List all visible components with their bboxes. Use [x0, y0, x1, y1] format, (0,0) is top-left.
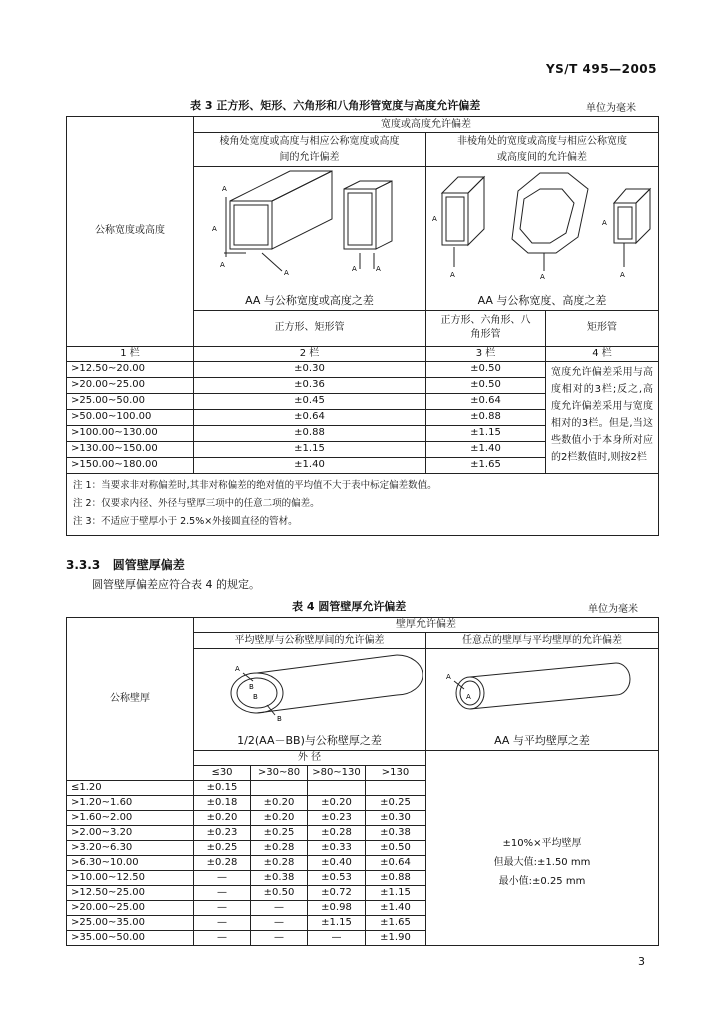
table3-right-subheader: 非棱角处的宽度或高度与相应公称宽度或高度间的允许偏差 [426, 133, 659, 167]
table4-right-blank [426, 750, 659, 780]
table3-colnum: 1 栏 [67, 346, 194, 361]
table-cell: ±0.15 [194, 780, 251, 795]
svg-text:A: A [284, 269, 289, 277]
table3-col4-text: 宽度允许偏差采用与高度相对的3栏;反之,高度允许偏差采用与宽度相对的3栏。但是,当这些数值小于本身所对应的2栏数值时,则按2栏 [546, 361, 659, 473]
table3-left-subheader: 棱角处宽度或高度与相应公称宽度或高度间的允许偏差 [194, 133, 426, 167]
table4-od-range: ≤30 [194, 765, 251, 780]
table-cell: ±0.64 [194, 409, 426, 425]
table-cell [366, 780, 426, 795]
table3-diagram-right [426, 167, 659, 293]
section-number: 3.3.3 [66, 558, 101, 572]
table3-right-caption: AA 与公称宽度、高度之差 [426, 292, 659, 310]
table3-col-header: 公称宽度或高度 [67, 117, 194, 347]
page-number: 3 [638, 955, 645, 968]
table-cell: ±0.40 [308, 855, 366, 870]
table-cell: ±1.40 [194, 457, 426, 473]
table-cell: — [194, 900, 251, 915]
table4-left-caption: 1/2(AA－BB)与公称壁厚之差 [194, 732, 426, 750]
table-row-size: >1.60~2.00 [67, 810, 194, 825]
table-cell: ±0.53 [308, 870, 366, 885]
table-cell: ±0.25 [251, 825, 308, 840]
table-cell: — [194, 930, 251, 945]
svg-text:B: B [252, 693, 258, 701]
table-cell: ±0.98 [308, 900, 366, 915]
table-cell: ±0.28 [251, 840, 308, 855]
table-cell: ±0.33 [308, 840, 366, 855]
table-cell: ±0.64 [366, 855, 426, 870]
table-row-size: ≤1.20 [67, 780, 194, 795]
table3-note: 注 1：当要求非对称偏差时,其非对称偏差的绝对值的平均值不大于表中标定偏差数值。 [73, 480, 437, 491]
table3-diagram-left [194, 167, 426, 293]
table4-right-value: ±10%×平均壁厚 [502, 837, 582, 849]
table-cell: ±1.15 [366, 885, 426, 900]
table-cell: ±1.65 [426, 457, 546, 473]
table-cell: ±0.20 [194, 810, 251, 825]
svg-text:A: A [432, 215, 437, 223]
table-cell: ±0.50 [366, 840, 426, 855]
table-cell: ±0.18 [194, 795, 251, 810]
table-cell: ±1.65 [366, 915, 426, 930]
table-cell [251, 780, 308, 795]
table4-od-range: >30~80 [251, 765, 308, 780]
table-cell: ±0.64 [426, 393, 546, 409]
section-text: 圆管壁厚偏差应符合表 4 的规定。 [92, 578, 260, 591]
table-cell: ±1.15 [194, 441, 426, 457]
svg-text:A: A [352, 265, 357, 273]
table-cell: — [194, 870, 251, 885]
table-cell: ±0.88 [194, 425, 426, 441]
table-row-size: >10.00~12.50 [67, 870, 194, 885]
table3-colnum: 3 栏 [426, 346, 546, 361]
table-row-size: >35.00~50.00 [67, 930, 194, 945]
table3-caption: 表 3 正方形、矩形、六角形和八角形管宽度与高度允许偏差 [190, 99, 481, 112]
table-cell: ±0.20 [251, 795, 308, 810]
table-row-size: >25.00~50.00 [67, 393, 194, 409]
svg-text:A: A [602, 219, 607, 227]
table-row-size: >12.50~25.00 [67, 885, 194, 900]
table4-right-values [426, 780, 659, 945]
table-cell: ±1.40 [426, 441, 546, 457]
table3-col2-label: 正方形、矩形管 [194, 310, 426, 346]
table-cell: ±0.88 [366, 870, 426, 885]
table3-notes [67, 473, 659, 535]
table4-od-label: 外 径 [194, 750, 426, 765]
table3-note: 注 3：不适应于壁厚小于 2.5%×外接圆直径的管材。 [73, 516, 298, 527]
table-cell: ±0.36 [194, 377, 426, 393]
table-cell [308, 780, 366, 795]
table3-colnum: 2 栏 [194, 346, 426, 361]
svg-text:A: A [466, 693, 471, 701]
table4-unit: 单位为毫米 [588, 604, 638, 615]
table-cell: ±0.50 [426, 377, 546, 393]
table-cell: ±0.28 [194, 855, 251, 870]
svg-text:A: A [446, 673, 451, 681]
table3-col3-label: 正方形、六角形、八角形管 [426, 310, 546, 346]
table-cell: ±0.23 [308, 810, 366, 825]
table-row-size: >3.20~6.30 [67, 840, 194, 855]
table-cell: — [251, 930, 308, 945]
svg-text:A: A [222, 185, 227, 193]
table-cell: — [308, 930, 366, 945]
table-cell: ±0.88 [426, 409, 546, 425]
table-row-size: >50.00~100.00 [67, 409, 194, 425]
table-cell: — [194, 915, 251, 930]
table4-left-subheader: 平均壁厚与公称壁厚间的允许偏差 [194, 633, 426, 649]
table3-colnum: 4 栏 [546, 346, 659, 361]
table4-col-header: 公称壁厚 [67, 618, 194, 781]
table-cell: ±0.38 [251, 870, 308, 885]
table3-group-header: 宽度或高度允许偏差 [194, 117, 659, 133]
table4-right-caption: AA 与平均壁厚之差 [426, 732, 659, 750]
table-row-size: >20.00~25.00 [67, 377, 194, 393]
table-cell: ±1.90 [366, 930, 426, 945]
section-title: 圆管壁厚偏差 [112, 558, 185, 572]
table4-diagram-left [194, 649, 426, 733]
table4-group-header: 壁厚允许偏差 [194, 618, 659, 633]
table3-unit: 单位为毫米 [586, 103, 636, 114]
table-cell: ±0.30 [194, 361, 426, 377]
table-cell: ±0.50 [426, 361, 546, 377]
svg-text:A: A [220, 261, 225, 269]
table4-right-subheader: 任意点的壁厚与平均壁厚的允许偏差 [426, 633, 659, 649]
table3 [66, 116, 659, 536]
table-row-size: >6.30~10.00 [67, 855, 194, 870]
table3-col4-label: 矩形管 [546, 310, 659, 346]
table-cell: ±1.40 [366, 900, 426, 915]
table-row-size: >130.00~150.00 [67, 441, 194, 457]
svg-text:B: B [276, 715, 282, 723]
table-cell: ±0.20 [251, 810, 308, 825]
table-row-size: >150.00~180.00 [67, 457, 194, 473]
table-cell: ±0.72 [308, 885, 366, 900]
table4-right-value: 最小值:±0.25 mm [498, 875, 586, 887]
table-cell: ±0.20 [308, 795, 366, 810]
table-cell: ±0.28 [308, 825, 366, 840]
table4-od-range: >130 [366, 765, 426, 780]
table-row-size: >1.20~1.60 [67, 795, 194, 810]
table3-note: 注 2：仅要求内径、外径与壁厚三项中的任意二项的偏差。 [73, 498, 320, 509]
svg-text:A: A [212, 225, 217, 233]
table-cell: — [194, 885, 251, 900]
table4-right-value: 但最大值:±1.50 mm [493, 856, 591, 868]
svg-text:A: A [450, 271, 455, 279]
table-cell: ±1.15 [308, 915, 366, 930]
table-cell: ±0.25 [366, 795, 426, 810]
table3-left-caption: AA 与公称宽度或高度之差 [194, 292, 426, 310]
table-cell: ±0.25 [194, 840, 251, 855]
table-cell: ±0.45 [194, 393, 426, 409]
table4 [66, 617, 659, 946]
table-row-size: >100.00~130.00 [67, 425, 194, 441]
table-cell: — [251, 915, 308, 930]
table-cell: ±0.28 [251, 855, 308, 870]
table-row-size: >25.00~35.00 [67, 915, 194, 930]
table-cell: — [251, 900, 308, 915]
svg-text:A: A [540, 273, 545, 281]
table4-od-range: >80~130 [308, 765, 366, 780]
standard-number: YS/T 495—2005 [545, 62, 657, 76]
svg-text:A: A [620, 271, 625, 279]
table-cell: ±0.23 [194, 825, 251, 840]
table4-diagram-right [426, 649, 659, 733]
table-cell: ±1.15 [426, 425, 546, 441]
svg-text:A: A [234, 665, 240, 673]
table-cell: ±0.30 [366, 810, 426, 825]
table-cell: ±0.38 [366, 825, 426, 840]
table4-caption: 表 4 圆管壁厚允许偏差 [292, 600, 407, 613]
table-row-size: >12.50~20.00 [67, 361, 194, 377]
svg-text:A: A [376, 265, 381, 273]
table-cell: ±0.50 [251, 885, 308, 900]
svg-text:B: B [248, 683, 254, 691]
table-row-size: >2.00~3.20 [67, 825, 194, 840]
table-row-size: >20.00~25.00 [67, 900, 194, 915]
section-heading [66, 556, 185, 573]
